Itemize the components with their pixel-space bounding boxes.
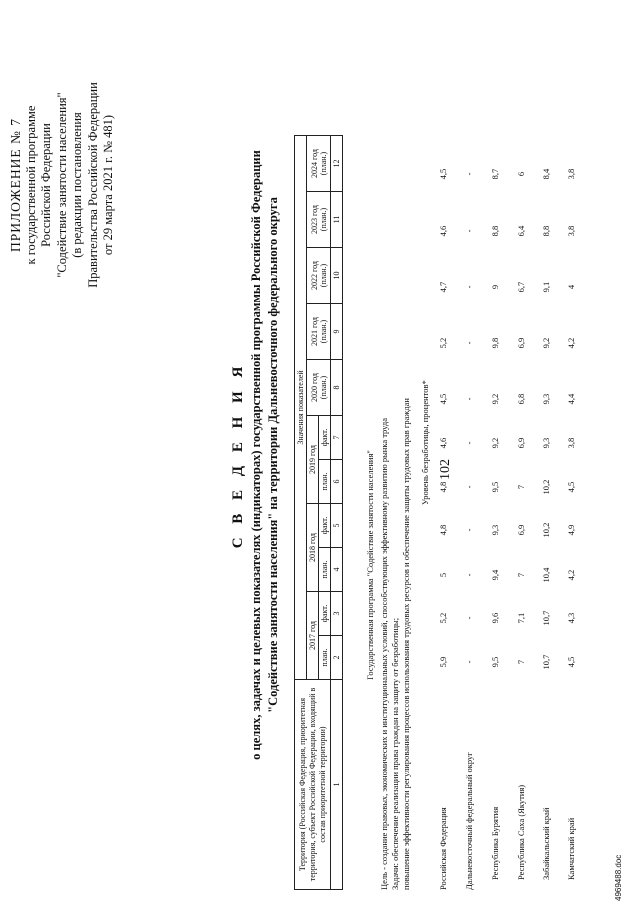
fact-subheader: факт. — [319, 504, 331, 548]
column-number: 11 — [331, 192, 343, 248]
indicator-value: 4 — [566, 284, 576, 290]
indicator-value: 9,2 — [490, 393, 500, 405]
indicator-value: 4,6 — [438, 437, 448, 449]
indicator-value: 9,3 — [541, 393, 551, 405]
indicator-value: 6,7 — [516, 281, 526, 293]
heading-subtitle-line: о целях, задачах и целевых показателях (индикаторах) государственной программы Российской Федерации — [249, 150, 263, 760]
indicator-value: 6,9 — [516, 337, 526, 349]
annex-line: Российской Федерации — [39, 123, 53, 247]
indicator-value: 9,3 — [541, 437, 551, 449]
indicator-value: 4,5 — [566, 481, 576, 493]
year-header: 2021 год (план.) — [307, 304, 331, 360]
indicator-value: 4,2 — [566, 569, 576, 581]
column-number: 7 — [331, 416, 343, 460]
indicator-value: 10,7 — [541, 610, 551, 626]
indicator-value: 4,2 — [566, 337, 576, 349]
plan-subheader: план. — [319, 460, 331, 504]
indicator-value: 4,5 — [438, 393, 448, 405]
indicator-value: 6,8 — [516, 393, 526, 405]
indicator-value: 4,8 — [438, 481, 448, 493]
year-header: 2023 год (план.) — [307, 192, 331, 248]
indicator-value: - — [464, 172, 474, 176]
annex-line: "Содействие занятости населения" — [54, 92, 69, 278]
program-label: Государственная программа "Содействие занятости населения" — [365, 450, 375, 680]
indicator-value: - — [464, 660, 474, 664]
indicator-value: 9,2 — [541, 337, 551, 349]
territory-name: Республика Саха (Якутия) — [516, 784, 526, 880]
goal-line: повышение эффективности регулирования процессов использования трудовых ресурсов и обеспечение защиты трудовых прав граждан — [401, 398, 411, 890]
plan-subheader: план. — [319, 636, 331, 680]
indicator-value: 5 — [438, 572, 448, 578]
territory-name: Забайкальский край — [541, 807, 551, 880]
indicators-table-header — [294, 135, 343, 890]
column-number: 2 — [331, 636, 343, 680]
values-group-header: Значения показателей — [295, 136, 307, 680]
indicator-value: 6,9 — [516, 524, 526, 536]
indicator-value: 5,2 — [438, 337, 448, 349]
indicator-value: - — [464, 485, 474, 489]
year-header: 2017 год — [307, 592, 319, 680]
annex-line: к государственной программе — [23, 105, 38, 265]
year-header: 2019 год — [307, 416, 319, 504]
indicator-value: 6,9 — [516, 437, 526, 449]
indicator-value: 4,7 — [438, 281, 448, 293]
indicator-value: 3,8 — [566, 437, 576, 449]
column-number: 5 — [331, 504, 343, 548]
indicator-value: 10,2 — [541, 522, 551, 538]
territory-name: Российская Федерация — [438, 807, 448, 890]
territory-column-header: Территория (Российская Федерация, приоритетная территория, субъект Российской Федерации, входящий в состав приоритетной территории) — [295, 680, 331, 890]
table-row — [490, 150, 502, 890]
document-file-id: 4969488.doc — [614, 854, 623, 901]
indicator-value: 4,8 — [438, 524, 448, 536]
indicator-value: 10,4 — [541, 567, 551, 583]
table-row — [464, 150, 476, 890]
fact-subheader: факт. — [319, 592, 331, 636]
indicator-value: 6,4 — [516, 225, 526, 237]
heading-title: С В Е Д Е Н И Я — [230, 361, 246, 549]
indicator-value: 9,8 — [490, 337, 500, 349]
indicator-value: 10,2 — [541, 479, 551, 495]
indicator-value: 3,8 — [566, 225, 576, 237]
annex-line: Правительства Российской Федерации — [85, 82, 100, 288]
table-row — [516, 150, 528, 890]
year-header: 2022 год (план.) — [307, 248, 331, 304]
indicator-value: 10,7 — [541, 654, 551, 670]
indicator-value: 8,8 — [541, 225, 551, 237]
territory-name: Камчатский край — [566, 817, 576, 880]
indicator-value: 4,5 — [566, 656, 576, 668]
indicator-value: 7 — [516, 659, 526, 665]
year-header: 2024 год (план.) — [307, 136, 331, 192]
table-row — [566, 150, 578, 890]
indicator-value: 9,6 — [490, 612, 500, 624]
column-number: 8 — [331, 360, 343, 416]
indicator-value: 7 — [516, 572, 526, 578]
table-row — [438, 150, 450, 890]
year-header: 2020 год (план.) — [307, 360, 331, 416]
table-row — [541, 150, 553, 890]
indicator-value: 8,8 — [490, 225, 500, 237]
indicator-value: - — [464, 397, 474, 401]
indicator-value: 9,4 — [490, 569, 500, 581]
column-number: 3 — [331, 592, 343, 636]
indicator-value: 8,7 — [490, 168, 500, 180]
indicator-value: 8,4 — [541, 168, 551, 180]
column-number: 10 — [331, 248, 343, 304]
indicator-value: 9,2 — [490, 437, 500, 449]
indicator-value: 9,5 — [490, 656, 500, 668]
territory-name: Республика Бурятия — [490, 806, 500, 880]
indicator-value: - — [464, 341, 474, 345]
indicator-value: - — [464, 616, 474, 620]
indicator-value: - — [464, 285, 474, 289]
column-number: 9 — [331, 304, 343, 360]
column-number: 1 — [331, 680, 343, 890]
indicator-value: 7 — [516, 484, 526, 490]
indicator-value: 4,4 — [566, 393, 576, 405]
indicator-value: 4,3 — [566, 612, 576, 624]
annex-title: ПРИЛОЖЕНИЕ № 7 — [8, 117, 23, 253]
indicator-value: - — [464, 528, 474, 532]
indicator-value: 4,6 — [438, 225, 448, 237]
indicator-value: 5,2 — [438, 612, 448, 624]
column-number: 6 — [331, 460, 343, 504]
indicator-value: 7,1 — [516, 612, 526, 624]
column-number: 12 — [331, 136, 343, 192]
fact-subheader: факт. — [319, 416, 331, 460]
annex-line: (в редакции постановления — [70, 112, 84, 258]
heading-subtitle-line: "Содействие занятости населения" на территории Дальневосточного федерального округа — [266, 197, 280, 713]
indicator-value: 4,5 — [438, 168, 448, 180]
indicator-value: 5,9 — [438, 656, 448, 668]
year-header: 2018 год — [307, 504, 319, 592]
goal-line: Задачи: обеспечение реализации права граждан на защиту от безработицы; — [390, 617, 400, 890]
indicator-value: 3,8 — [566, 168, 576, 180]
goal-block — [379, 250, 412, 890]
indicator-value: 9,3 — [490, 524, 500, 536]
territory-name: Дальневосточный федеральный округ — [464, 752, 474, 890]
indicator-value: - — [464, 573, 474, 577]
annex-block — [8, 25, 117, 345]
column-number: 4 — [331, 548, 343, 592]
plan-subheader: план. — [319, 548, 331, 592]
document-heading — [230, 45, 281, 865]
goal-line: Цель - создание правовых, экономических и институциональных условий, способствующих эффективному развитию рынка труда — [379, 418, 389, 890]
page-number: 102 — [438, 459, 453, 480]
indicator-value: - — [464, 229, 474, 233]
indicator-value: 9,1 — [541, 281, 551, 293]
indicator-value: 4,9 — [566, 524, 576, 536]
indicator-value: - — [464, 441, 474, 445]
annex-line: от 29 марта 2021 г. № 481) — [101, 114, 115, 256]
indicator-value: 9,5 — [490, 481, 500, 493]
indicator-value: 9 — [490, 284, 500, 290]
indicator-name: Уровень безработицы, процентов* — [420, 380, 430, 505]
indicator-value: 6 — [516, 171, 526, 177]
